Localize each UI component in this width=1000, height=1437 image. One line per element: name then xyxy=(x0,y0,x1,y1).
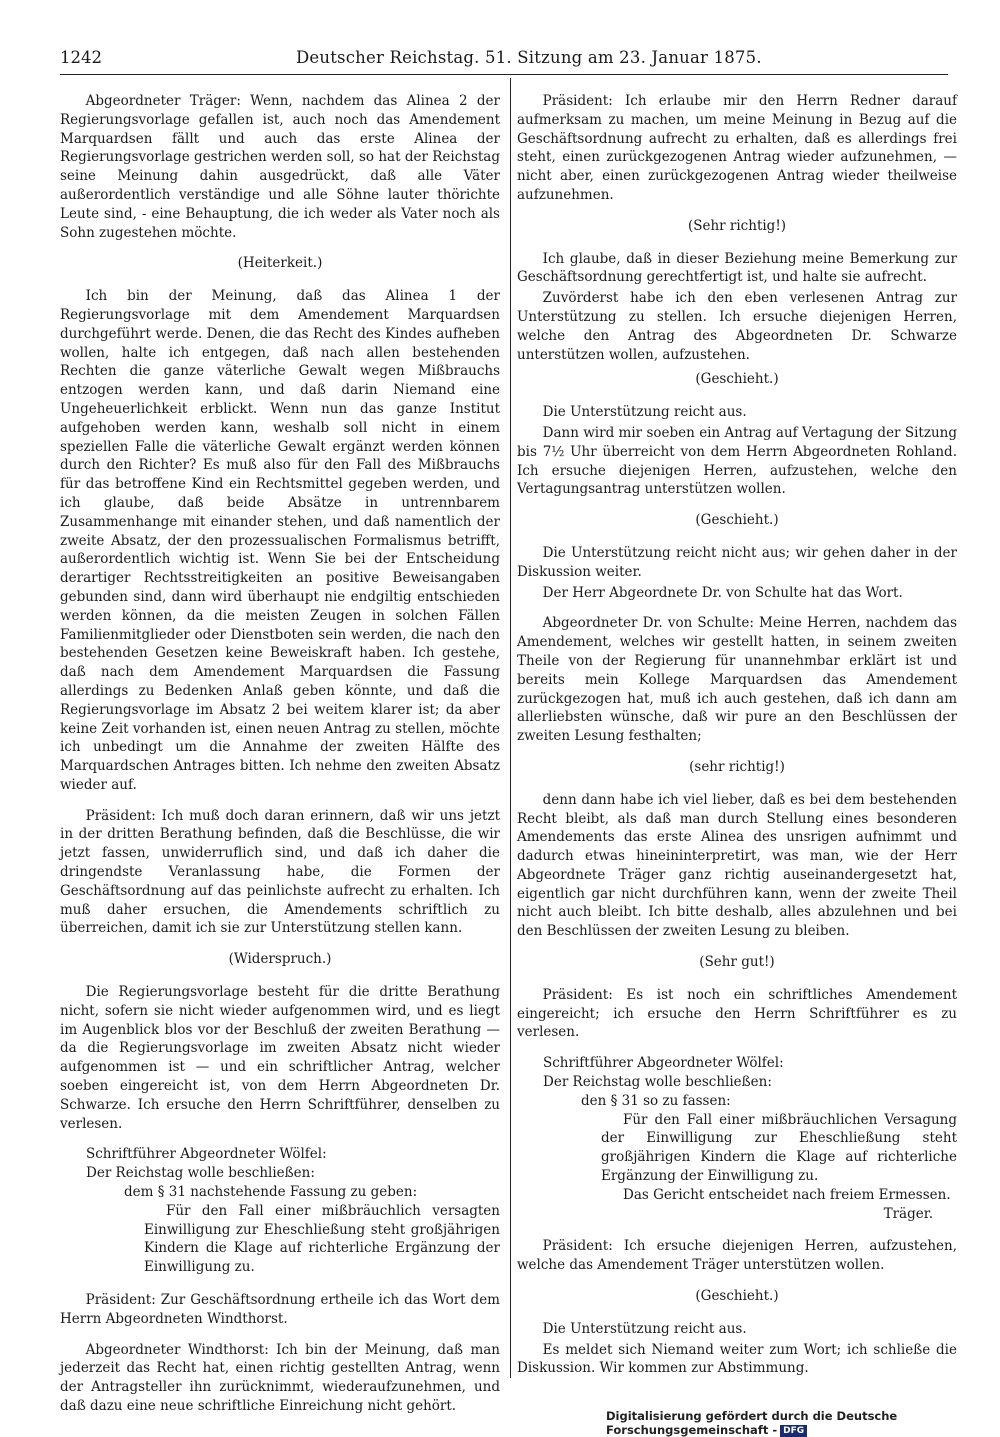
motion-line: den § 31 so zu fassen: xyxy=(581,1092,731,1109)
paragraph: Präsident: Ich ersuche diejenigen Herren, aufzustehen, welche das Amendement Träger unterstützen wollen. xyxy=(517,1238,957,1274)
remark: (Geschieht.) xyxy=(695,371,779,388)
motion-line: dem § 31 nachstehende Fassung zu geben: xyxy=(124,1184,418,1201)
motion-text: Das Gericht entscheidet nach freiem Ermessen. xyxy=(623,1186,951,1203)
motion-line: Der Reichstag wolle beschließen: xyxy=(86,1165,315,1182)
paragraph: Die Regierungsvorlage besteht für die dritte Berathung nicht, sofern sie nicht wieder aufgenommen wird, und es liegt im Augenblick blos vor der Beschluß der zweiten Berathung — da die Regierungsvorlage im zweiten Absatz nicht wieder aufgenommen ist — und ein schriftlicher Antrag, welcher soeben eingereicht ist, von dem Herrn Abgeordneten Dr. Schwarze. Ich ersuche den Herrn Schriftführer, denselben zu verlesen. xyxy=(60,984,500,1132)
remark: (Geschieht.) xyxy=(695,512,779,529)
remark: (Sehr gut!) xyxy=(699,954,775,971)
paragraph: Der Herr Abgeordnete Dr. von Schulte hat das Wort. xyxy=(542,584,903,601)
paragraph: Präsident: Zur Geschäftsordnung ertheile ich das Wort dem Herrn Abgeordneten Windthorst. xyxy=(60,1292,500,1327)
header-rule xyxy=(60,74,948,75)
paragraph: Abgeordneter Windthorst: Ich bin der Meinung, daß man jederzeit das Recht hat, einen richtig gestellten Antrag, wenn der Antragsteller ihn zurücknimmt, wiederaufzunehmen, und daß dazu eine neue schriftliche Einreichung nicht gehört. xyxy=(60,1341,500,1414)
right-column xyxy=(517,92,957,1390)
paragraph: Die Unterstützung reicht aus. xyxy=(542,1320,747,1337)
column-divider xyxy=(510,78,511,1378)
motion-block xyxy=(60,1145,500,1277)
paragraph: Abgeordneter Träger: Wenn, nachdem das Alinea 2 der Regierungsvorlage gefallen ist, auch noch das Amendement Marquardsen fällt und auch das erste Alinea der Regierungsvorlage gestrichen werden soll, so hat der Reichstag seine Meinung dahin ausgedrückt, daß alle Väter außerordentlich verständige und alle Söhne lauter thörichte Leute sind, - eine Behauptung, die ich weder als Vater noch als Sohn zugestehen möchte. xyxy=(60,93,500,241)
motion-line: Der Reichstag wolle beschließen: xyxy=(543,1074,772,1091)
paragraph: Präsident: Es ist noch ein schriftliches Amendement eingereicht; ich ersuche den Herrn Schriftführer es zu verlesen. xyxy=(517,986,957,1041)
paragraph: Ich glaube, daß in dieser Beziehung meine Bemerkung zur Geschäftsordnung gerechtfertigt ist, und halte sie aufrecht. xyxy=(517,250,957,286)
paragraph: Präsident: Ich erlaube mir den Herrn Redner darauf aufmerksam zu machen, um meine Meinung in Bezug auf die Geschäftsordnung aufrecht zu erhalten, daß es allerdings frei steht, einen zurückgezogenen Antrag wieder aufzunehmen, — nicht aber, einen zurückgezogenen Antrag wieder theilweise aufzunehmen. xyxy=(517,93,957,203)
footer-credit xyxy=(606,1409,1000,1437)
paragraph: Zuvörderst habe ich den eben verlesenen Antrag zur Unterstützung zu stellen. Ich ersuche diejenigen Herren, welche den Antrag des Abgeordneten Dr. Schwarze unterstützen wollen, aufzustehen. xyxy=(517,290,957,363)
remark: (sehr richtig!) xyxy=(689,758,785,775)
page-number: 1242 xyxy=(60,48,102,67)
motion-speaker: Schriftführer Abgeordneter Wölfel: xyxy=(543,1055,784,1072)
paragraph: Es meldet sich Niemand weiter zum Wort; ich schließe die Diskussion. Wir kommen zur Abstimmung. xyxy=(517,1341,957,1377)
motion-signature: Träger. xyxy=(883,1205,933,1222)
running-title: Deutscher Reichstag. 51. Sitzung am 23. Januar 1875. xyxy=(296,48,762,67)
paragraph: denn dann habe ich viel lieber, daß es bei dem bestehenden Recht bleibt, als daß man durch Stellung eines besonderen Amendements das erste Alinea des unsrigen aufnimmt und dadurch etwas hineininterpretirt, was man, wie der Herr Abgeordnete Träger ganz richtig auseinandergesetzt hat, eigentlich gar nicht durchführen kann, wenn der zweite Theil nicht auch bleibt. Ich bitte deshalb, alles abzulehnen und bei den Beschlüssen der zweiten Lesung zu bleiben. xyxy=(517,791,957,940)
motion-block xyxy=(517,1054,957,1223)
dfg-logo: DFG xyxy=(780,1425,807,1437)
paragraph: Die Unterstützung reicht nicht aus; wir gehen daher in der Diskussion weiter. xyxy=(517,544,957,580)
left-column xyxy=(60,92,500,1428)
motion-text: Für den Fall einer mißbräuchlichen Versagung der Einwilligung zur Eheschließung steht großjährigen Kindern die Klage auf richterliche Ergänzung der Einwilligung zu. xyxy=(601,1111,957,1185)
paragraph: Die Unterstützung reicht aus. xyxy=(542,404,747,421)
remark: (Geschieht.) xyxy=(695,1288,779,1305)
remark: (Heiterkeit.) xyxy=(237,255,323,272)
paragraph: Abgeordneter Dr. von Schulte: Meine Herren, nachdem das Amendement, welches wir gestellt hatten, in seinem zweiten Theile von der Regierung für unannehmbar erklärt ist und bereits mein Kollege Marquardsen das Amendement zurückgezogen hat, muß ich auch gestehen, daß ich dann am allerliebsten wünsche, daß wir pure an den Beschlüssen der zweiten Lesung festhalten; xyxy=(517,615,957,745)
paragraph: Ich bin der Meinung, daß das Alinea 1 der Regierungsvorlage mit dem Amendement Marquardsen durchgeführt werde. Denen, die das Recht des Kindes aufheben wollen, halte ich entgegen, daß nach allen bestehenden Rechten die ganze väterliche Gewalt wegen Mißbrauchs entzogen werden kann, und daß darin Niemand eine Ungeheuerlichkeit erblickt. Wenn nun das ganze Institut aufgehoben werden kann, weshalb soll nicht in einem speziellen Falle die väterliche Gewalt ergänzt werden können durch den Richter? Es muß also für den Fall des Mißbrauchs für das betroffene Kind ein Rechtsmittel gegeben werden, und ich glaube, daß beide Absätze in untrennbarem Zusammenhange mit einander stehen, und daß namentlich der zweite Absatz, der den prozessualischen Formalismus betrifft, außerordentlich wichtig ist. Wenn Sie bei der Entscheidung derartiger Rechtsstreitigkeiten an positive Beweisangaben gebunden sind, dann wird überhaupt nie endgiltig entschieden werden können, da die meisten Zeugen in solchen Fällen Familienmitglieder oder Dienstboten sein werden, die nach den bestehenden Gesetzen keine Beweiskraft haben. Ich gestehe, daß nach dem Amendement Marquardsen die Fassung allerdings zu Bedenken Anlaß geben könnte, und daß die Regierungsvorlage im Absatz 2 bei weitem klarer ist; da aber keine Zeit vorhanden ist, einen neuen Antrag zu stellen, möchte ich unbedingt um die Annahme der zweiten Hälfte des Marquardschen Antrages bitten. Ich nehme den zweiten Absatz wieder auf. xyxy=(60,288,500,793)
remark: (Widerspruch.) xyxy=(228,951,332,968)
remark: (Sehr richtig!) xyxy=(687,217,787,234)
paragraph: Dann wird mir soeben ein Antrag auf Vertagung der Sitzung bis 7½ Uhr überreicht von dem Herrn Abgeordneten Rohland. Ich ersuche diejenigen Herren, aufzustehen, welche den Vertagungsantrag unterstützen wollen. xyxy=(517,424,957,498)
paragraph: Präsident: Ich muß doch daran erinnern, daß wir uns jetzt in der dritten Berathung befinden, daß die Beschlüsse, die wir jetzt fassen, unwiderruflich sind, und daß ich daher die dringendste Veranlassung habe, die Formen der Geschäftsordnung auf das peinlichste aufrecht zu erhalten. Ich muß daher ersuchen, die Amendements schriftlich zu überreichen, damit ich sie zur Unterstützung stellen kann. xyxy=(60,807,500,937)
motion-speaker: Schriftführer Abgeordneter Wölfel: xyxy=(86,1146,327,1163)
footer-text: Digitalisierung gefördert durch die Deutsche Forschungsgemeinschaft - xyxy=(606,1409,898,1437)
page-header xyxy=(60,48,948,72)
motion-text: Für den Fall einer mißbräuchlich versagten Einwilligung zur Eheschließung steht großjährigen Kindern die Klage auf richterliche Ergänzung der Einwilligung zu. xyxy=(144,1202,500,1276)
